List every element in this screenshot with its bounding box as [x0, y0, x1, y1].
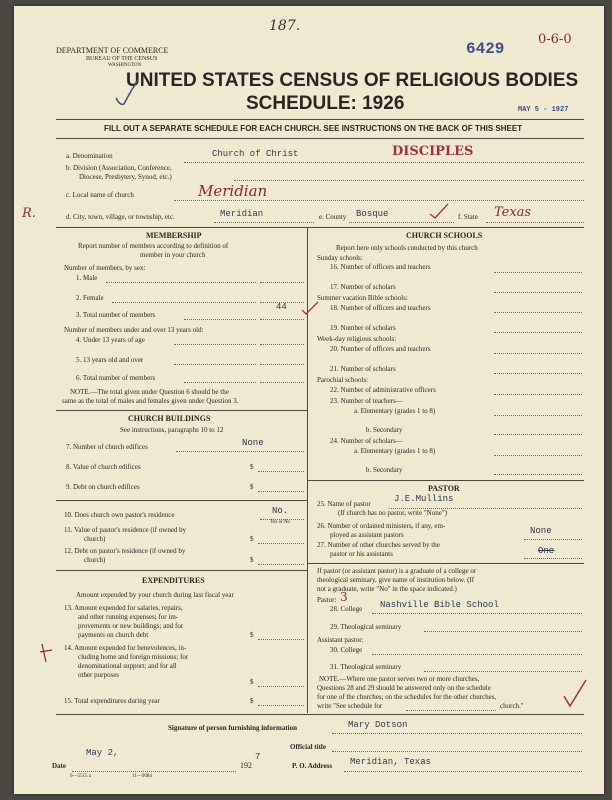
serial-stamp: 6429	[466, 40, 505, 58]
county-label: e. County	[319, 213, 347, 221]
q19-label: 19. Number of scholars	[330, 324, 396, 332]
assistant-label: Assistant pastor:	[317, 636, 364, 644]
q15-label: 15. Total expenditures during year	[64, 697, 160, 705]
q12-label-2: church)	[84, 556, 106, 564]
q27-label-1: 27. Number of other churches served by the	[317, 541, 440, 549]
rule	[56, 138, 584, 139]
q11-label-2: church)	[84, 535, 106, 543]
leader	[106, 282, 256, 283]
graduate-note-2: theological seminary, give name of institution below. (If	[317, 576, 475, 584]
membership-sub-1: Report number of members according to definition of	[78, 242, 229, 250]
denomination-value[interactable]: Church of Christ	[212, 149, 299, 159]
q31-field[interactable]	[424, 671, 582, 672]
q16-label: 16. Number of officers and teachers	[330, 263, 431, 271]
local-name-line	[174, 200, 584, 201]
local-name-value[interactable]: Meridian	[198, 182, 268, 200]
q10-label: 10. Does church own pastor's residence	[64, 511, 175, 519]
leader	[184, 319, 256, 320]
expenditures-heading: EXPENDITURES	[142, 576, 205, 585]
rule	[307, 563, 584, 564]
q19-field[interactable]	[494, 332, 582, 333]
membership-note-2: same as the total of males and females given under Question 3.	[62, 397, 239, 405]
q14-label-2: cluding home and foreign missions; for	[78, 653, 189, 661]
membership-sub-2: member in your church	[140, 251, 206, 259]
q26-line	[524, 539, 582, 540]
q28-line	[372, 613, 582, 614]
q3-total-label: 3. Total number of members	[76, 311, 156, 319]
q23a-label: a. Elementary (grades 1 to 8)	[354, 407, 436, 415]
q2-female-label: 2. Female	[76, 294, 104, 302]
q5-field[interactable]	[260, 364, 304, 365]
q30-field[interactable]	[372, 654, 582, 655]
pastor-heading: PASTOR	[428, 484, 460, 493]
leader	[112, 302, 256, 303]
bureau-name: BUREAU OF THE CENSUS	[86, 56, 158, 62]
q22-field[interactable]	[494, 394, 582, 395]
q25-note: (If church has no pastor, write "None")	[338, 509, 448, 517]
q29-field[interactable]	[424, 631, 582, 632]
q27-value[interactable]: One	[538, 546, 555, 556]
local-name-label: c. Local name of church	[66, 191, 134, 199]
q24-label: 24. Number of scholars—	[330, 437, 403, 445]
q13-field[interactable]	[258, 639, 304, 640]
graduate-note-1: If pastor (or assistant pastor) is a graduate of a college or	[317, 567, 477, 575]
year-digit[interactable]: 7	[255, 752, 261, 762]
q23b-label: b. Secondary	[366, 426, 403, 434]
pastor-note-5: church."	[500, 702, 524, 710]
check-mark-icon	[300, 300, 320, 316]
leader	[184, 382, 256, 383]
check-mark-icon	[562, 678, 588, 708]
signature-value[interactable]: Mary Dotson	[348, 720, 408, 730]
graduate-note-3: not a graduate, write "No" in the space indicated.)	[317, 585, 457, 593]
q1-male-label: 1. Male	[76, 274, 98, 282]
washington-label: WASHINGTON	[108, 63, 142, 68]
pastor-note-1: NOTE.—Where one pastor serves two or more churches,	[319, 675, 480, 683]
county-value[interactable]: Bosque	[356, 209, 389, 219]
q13-label-1: 13. Amount expended for salaries, repairs,	[64, 604, 183, 612]
q10-value[interactable]: No.	[272, 506, 289, 516]
dollar-sign: $	[250, 535, 254, 543]
membership-note-1: NOTE.—The total given under Question 6 should be the	[70, 388, 229, 396]
q21-field[interactable]	[494, 373, 582, 374]
q30-label: 30. College	[330, 646, 363, 654]
form-title: UNITED STATES CENSUS OF RELIGIOUS BODIES	[126, 70, 579, 91]
year-prefix: 192	[240, 761, 252, 770]
date-received-stamp: MAY 5 - 1927	[518, 106, 569, 114]
q21-label: 21. Number of scholars	[330, 365, 396, 373]
dollar-sign: $	[250, 631, 254, 639]
q22-label: 22. Number of administrative officers	[330, 386, 436, 394]
state-label: f. State	[458, 213, 478, 221]
sunday-label: Sunday schools:	[317, 254, 363, 262]
official-title-field[interactable]	[332, 751, 582, 752]
po-address-label: P. O. Address	[292, 762, 333, 770]
q28-label: 28. College	[330, 605, 363, 613]
form-code-1: 6—5515 a	[70, 774, 91, 779]
census-schedule-page	[14, 6, 604, 794]
pastor-label: Pastor:	[317, 596, 337, 604]
state-line	[486, 222, 584, 223]
age-heading: Number of members under and over 13 years old:	[64, 326, 204, 334]
parochial-label: Parochial schools:	[317, 376, 369, 384]
rule	[56, 500, 307, 501]
schools-sub: Report here only schools conducted by this church	[336, 244, 478, 252]
check-mark-icon	[114, 78, 140, 108]
q14-label-1: 14. Amount expended for benevolences, in-	[64, 644, 187, 652]
q23b-field[interactable]	[494, 434, 582, 435]
city-label: d. City, town, village, or township, etc.	[66, 213, 175, 221]
corner-code: 0-6-0	[538, 32, 572, 47]
city-value[interactable]: Meridian	[220, 209, 264, 219]
q12-field[interactable]	[258, 564, 304, 565]
division-label: b. Division (Association, Conference,	[66, 164, 172, 172]
q29-label: 29. Theological seminary	[330, 623, 402, 631]
leader	[176, 451, 304, 452]
q15-field[interactable]	[258, 705, 304, 706]
county-line	[349, 222, 454, 223]
margin-tick-icon	[38, 642, 56, 664]
po-line	[344, 771, 582, 772]
schools-heading: CHURCH SCHOOLS	[406, 231, 483, 240]
q13-label-3: provements or new buildings; and for	[78, 622, 184, 630]
q6-field[interactable]	[260, 382, 304, 383]
q27-line	[524, 558, 582, 559]
q24b-field[interactable]	[494, 474, 582, 475]
schedule-title: SCHEDULE: 1926	[246, 93, 405, 114]
q9-field[interactable]	[258, 491, 304, 492]
q24b-label: b. Secondary	[366, 466, 403, 474]
q16-field[interactable]	[494, 272, 582, 273]
q3-line	[260, 319, 304, 320]
q11-label-1: 11. Value of pastor's residence (if owned by	[64, 526, 187, 534]
rule	[56, 410, 307, 411]
rule	[56, 227, 584, 228]
q14-label-3: denominational support; and for all	[78, 662, 177, 670]
buildings-heading: CHURCH BUILDINGS	[128, 414, 211, 423]
department-name: DEPARTMENT OF COMMERCE	[56, 46, 169, 55]
q12-label-1: 12. Debt on pastor's residence (if owned by	[64, 547, 186, 555]
q1-male-field[interactable]	[260, 282, 304, 283]
q9-label: 9. Debt on church edifices	[66, 483, 140, 491]
q14-field[interactable]	[258, 686, 304, 687]
pastor-note-4: write "See schedule for	[317, 702, 383, 710]
q5-label: 5. 13 years old and over	[76, 356, 144, 364]
dollar-sign: $	[250, 678, 254, 686]
leader	[406, 710, 496, 711]
q23a-field[interactable]	[494, 415, 582, 416]
po-address-value[interactable]: Meridian, Texas	[350, 757, 432, 767]
official-title-label: Official title	[290, 743, 326, 751]
q4-field[interactable]	[260, 344, 304, 345]
q6-label: 6. Total number of members	[76, 374, 156, 382]
q13-label-2: and other running expenses; for im-	[78, 613, 179, 621]
q7-value[interactable]: None	[242, 438, 264, 448]
pastor-note-3: for one of the churches; on the schedules for the other churches,	[317, 693, 497, 701]
q14-label-4: other purposes	[78, 671, 120, 679]
rule	[56, 570, 307, 571]
signature-label: Signature of person furnishing information	[168, 724, 297, 732]
date-line	[72, 771, 236, 772]
pastor-note-2: Questions 28 and 29 should be answered only on the schedule	[317, 684, 491, 692]
dollar-sign: $	[250, 483, 254, 491]
q31-label: 31. Theological seminary	[330, 663, 402, 671]
margin-mark: R.	[22, 206, 36, 221]
q26-label-1: 26. Number of ordained ministers, if any, em-	[317, 522, 446, 530]
q25-label: 25. Name of pastor	[317, 500, 371, 508]
division-label-2: Diocese, Presbytery, Synod, etc.)	[79, 173, 172, 181]
membership-heading: MEMBERSHIP	[146, 231, 202, 240]
division-line[interactable]	[234, 180, 584, 181]
rule	[56, 119, 584, 120]
q26-value[interactable]: None	[530, 526, 552, 536]
leader	[174, 364, 256, 365]
state-value[interactable]: Texas	[494, 205, 532, 220]
q28-value[interactable]: Nashville Bible School	[380, 600, 499, 610]
rule	[307, 480, 584, 481]
q17-field[interactable]	[494, 292, 582, 293]
form-code-2: 11—9084	[132, 774, 152, 779]
dollar-sign: $	[250, 697, 254, 705]
q3-total-value[interactable]: 44	[276, 302, 287, 312]
expenditures-sub: Amount expended by your church during last fiscal year	[76, 591, 234, 599]
q20-label: 20. Number of officers and teachers	[330, 345, 431, 353]
date-value[interactable]: May 2,	[86, 748, 119, 758]
city-line	[214, 222, 314, 223]
q18-field[interactable]	[494, 312, 582, 313]
denomination-line	[184, 162, 584, 163]
q27-label-2: pastor or his assistants	[330, 550, 393, 558]
q20-field[interactable]	[494, 353, 582, 354]
q23-label: 23. Number of teachers—	[330, 397, 403, 405]
rule	[56, 714, 584, 715]
q18-label: 18. Number of officers and teachers	[330, 304, 431, 312]
q11-field[interactable]	[258, 543, 304, 544]
q13-label-4: payments on church debt	[78, 631, 149, 639]
weekday-label: Week-day religious schools:	[317, 335, 397, 343]
signature-line	[332, 733, 582, 734]
buildings-sub: See instructions, paragraphs 10 to 12	[120, 426, 224, 434]
instruction-banner: FILL OUT A SEPARATE SCHEDULE FOR EACH CHURCH. SEE INSTRUCTIONS ON THE BACK OF THIS SHEET	[104, 124, 523, 133]
by-sex-label: Number of members, by sex:	[64, 264, 146, 272]
yes-no-hint: Yes or No	[270, 520, 291, 525]
check-mark-icon	[428, 202, 450, 220]
q24a-label: a. Elementary (grades 1 to 8)	[354, 447, 436, 455]
q4-label: 4. Under 13 years of age	[76, 336, 145, 344]
q8-field[interactable]	[258, 471, 304, 472]
handwritten-three: 3	[340, 590, 348, 604]
q8-label: 8. Value of church edifices	[66, 463, 141, 471]
dollar-sign: $	[250, 463, 254, 471]
dollar-sign: $	[250, 556, 254, 564]
date-label: Date	[52, 762, 66, 770]
denomination-stamp: DISCIPLES	[392, 144, 474, 159]
denomination-label: a. Denomination	[66, 152, 113, 160]
q7-label: 7. Number of church edifices	[66, 443, 148, 451]
leader	[174, 344, 256, 345]
q26-label-2: ployed as assistant pastors	[330, 531, 404, 539]
q17-label: 17. Number of scholars	[330, 283, 396, 291]
summer-label: Summer vacation Bible schools:	[317, 294, 408, 302]
q24a-field[interactable]	[494, 455, 582, 456]
q25-value[interactable]: J.E.Mullins	[394, 494, 454, 504]
handwritten-number: 187.	[269, 18, 301, 34]
